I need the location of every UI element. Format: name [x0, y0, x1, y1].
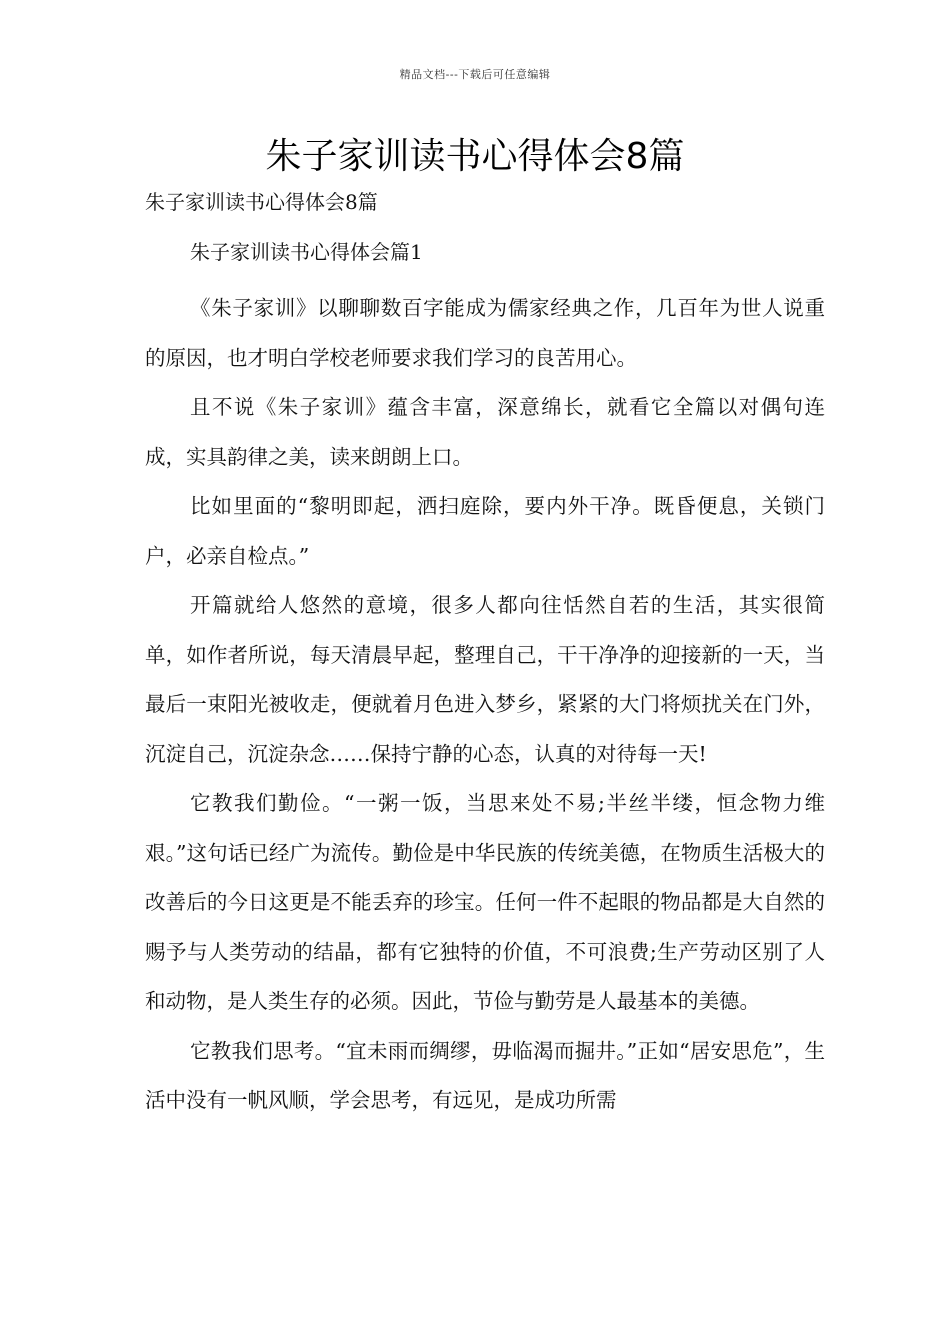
- paragraph: 它教我们勤俭。“一粥一饭，当思来处不易;半丝半缕，恒念物力维艰。”这句话已经广为流传。勤俭是中华民族的传统美德，在物质生活极大的改善后的今日这更是不能丢弃的珍宝。任何一件不起眼的物品都是大自然的赐予与人类劳动的结晶，都有它独特的价值，不可浪费;生产劳动区别了人和动物，是人类生存的必须。因此，节俭与勤劳是人最基本的美德。: [145, 791, 825, 1013]
- document-body: [145, 236, 825, 1126]
- section-heading: 朱子家训读书心得体会篇1: [190, 240, 423, 264]
- document-subtitle: 朱子家训读书心得体会8篇: [145, 190, 378, 214]
- paragraph: 它教我们思考。“宜未雨而绸缪，毋临渴而掘井。”正如“居安思危”，生活中没有一帆风顺，学会思考，有远见，是成功所需: [145, 1038, 825, 1112]
- paragraph: 开篇就给人悠然的意境，很多人都向往恬然自若的生活，其实很简单，如作者所说，每天清晨早起，整理自己，干干净净的迎接新的一天，当最后一束阳光被收走，便就着月色进入梦乡，紧紧的大门将烦扰关在门外，沉淀自己，沉淀杂念……保持宁静的心态，认真的对待每一天!: [145, 593, 825, 766]
- paragraph: 且不说《朱子家训》蕴含丰富，深意绵长，就看它全篇以对偶句连成，实具韵律之美，读来朗朗上口。: [145, 395, 825, 469]
- document-title: 朱子家训读书心得体会8篇: [265, 136, 685, 177]
- paragraph: 比如里面的“黎明即起，洒扫庭除，要内外干净。既昏便息，关锁门户，必亲自检点。”: [145, 494, 825, 568]
- page-header: 精品文档---下载后可任意编辑: [399, 68, 551, 81]
- paragraph: 《朱子家训》以聊聊数百字能成为儒家经典之作，几百年为世人说重的原因，也才明白学校老师要求我们学习的良苦用心。: [145, 296, 825, 370]
